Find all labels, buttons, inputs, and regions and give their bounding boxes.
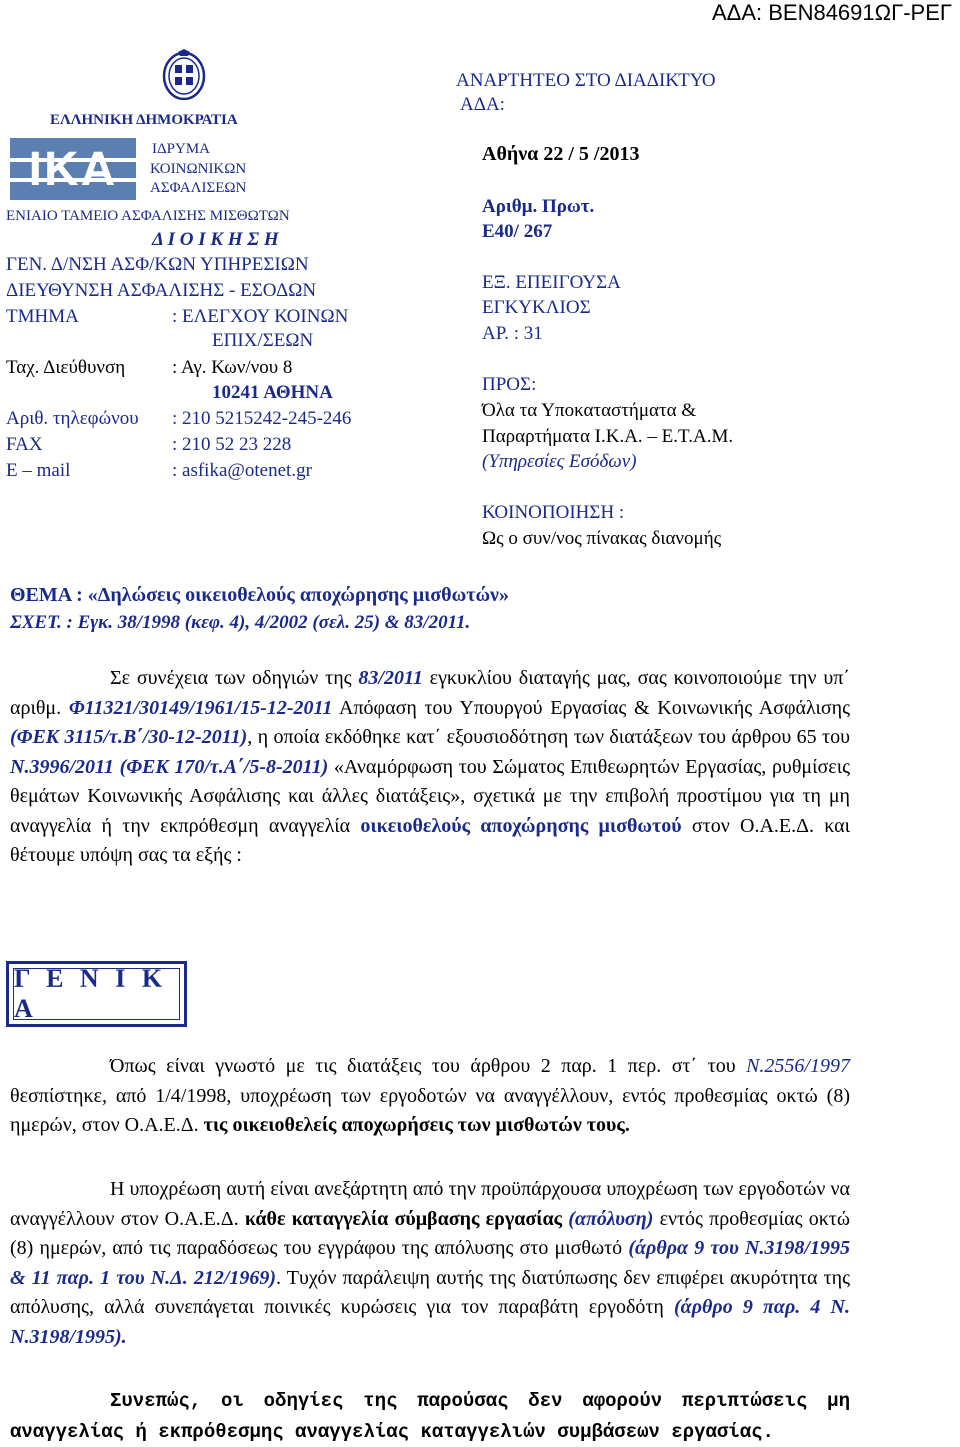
p2-ref-law: Ν.2556/1997 — [746, 1055, 850, 1077]
section-heading: Γ Ε Ν Ι Κ Α — [14, 964, 168, 1023]
tmima-label: ΤΜΗΜΑ — [6, 306, 79, 327]
ada-code: ΑΔΑ: ΒΕΝ84691ΩΓ-ΡΕΓ — [711, 0, 952, 25]
paragraph-3 — [10, 1175, 850, 1352]
paragraph-4 — [10, 1386, 850, 1447]
p3-text-1: Η υποχρέωση αυτή είναι ανεξάρτητη από την προϋπάρχουσα υποχρέωση των εργοδοτών να αναγγέλλουν στον Ο.Α.Ε.Δ. — [10, 1178, 850, 1230]
address-value-2: 10241 ΑΘΗΝΑ — [212, 382, 333, 403]
reference-line: ΣΧΕΤ. : Εγκ. 38/1998 (κεφ. 4), 4/2002 (σελ. 25) & 83/2011. — [10, 612, 471, 633]
ada-label: ΑΔΑ: — [460, 94, 505, 115]
recipients-line-1: Όλα τα Υποκαταστήματα & — [482, 400, 697, 421]
fax-value: : 210 52 23 228 — [172, 434, 292, 455]
idryma-line-1: ΙΔΡΥΜΑ — [152, 141, 210, 157]
p2-bold-term: τις οικειοθελείς αποχωρήσεις των μισθωτών τους. — [203, 1114, 630, 1136]
greek-emblem-icon — [162, 48, 206, 100]
p2-text-2: θεσπίστηκε, από 1/4/1998, υποχρέωση των εργοδοτών να αναγγέλλουν, εντός προθεσμίας οκτώ (8) ημερών, στον Ο.Α.Ε.Δ. — [10, 1084, 850, 1136]
egkyklios-label: ΕΓΚΥΚΛΙΟΣ — [482, 297, 591, 318]
p3-bold-term: κάθε καταγγελία σύμβασης εργασίας — [244, 1207, 563, 1230]
circular-number: ΑΡ. : 31 — [482, 323, 543, 344]
p1-ref-circular: 83/2011 — [358, 667, 423, 689]
section-heading-box — [6, 961, 187, 1027]
p1-text-4: , η οποία εκδόθηκε κατ΄ εξουσιοδότηση των διατάξεων του άρθρου 65 του — [247, 726, 850, 748]
protocol-value: Ε40/ 267 — [482, 221, 553, 242]
p3-ref-dismissal: (απόλυση) — [562, 1207, 654, 1230]
p3-text-2: εντός προθεσμίας οκτώ (8) ημερών, από τις παραδόσεως του εγγράφου της απόλυσης στο μισθωτό — [10, 1207, 850, 1259]
anartitea-label: ΑΝΑΡΤΗΤΕΟ ΣΤΟ ΔΙΑΔΙΚΤΥΟ — [456, 70, 716, 91]
pros-label: ΠΡΟΣ: — [482, 374, 537, 395]
p1-text-5: «Αναμόρφωση του Σώματος Επιθεωρητών Εργασίας, ρυθμίσεις θεμάτων Κοινωνικής Ασφάλισης και άλλες διατάξεις», σχετικά με την επιβολή προστίμου για τη μη αναγγελία ή την εκπρόθεσμη αναγγελία — [10, 755, 850, 837]
fax-label: FAX — [6, 434, 43, 455]
p3-ref-articles: (άρθρα 9 του Ν.3198/1995 & 11 παρ. 1 του Ν.Δ. 212/1969) — [10, 1237, 850, 1289]
koinopoiisi-value: Ως ο συν/νος πίνακας διανομής — [482, 528, 722, 549]
p4-bold-conclusion: Συνεπώς, οι οδηγίες της παρούσας δεν αφορούν περιπτώσεις μη αναγγελίας ή εκπρόθεσμης αναγγελίας καταγγελιών συμβάσεων εργασίας. — [10, 1390, 850, 1443]
eniaio-tameio: ΕΝΙΑΙΟ ΤΑΜΕΙΟ ΑΣΦΑΛΙΣΗΣ ΜΙΣΘΩΤΩΝ — [6, 208, 290, 224]
address-value-1: : Αγ. Κων/νου 8 — [172, 357, 293, 378]
ika-logo-text: IKA — [28, 143, 118, 196]
email-value[interactable]: : asfika@otenet.gr — [172, 460, 312, 481]
p1-ref-decision: Φ11321/30149/1961/15-12-2011 — [68, 696, 333, 719]
idryma-line-3: ΑΣΦΑΛΙΣΕΩΝ — [150, 180, 247, 196]
p3-text-3: . Τυχόν παράλειψη αυτής της διατύπωσης δεν επιφέρει ακυρότητα της απόλυσης, αλλά συνεπάγεται ποινικές κυρώσεις για τον παραβάτη εργοδότη — [10, 1266, 851, 1318]
p3-ref-article-9: (άρθρο 9 παρ. 4 Ν. Ν.3198/1995). — [10, 1296, 850, 1348]
p1-bold-term: οικειοθελούς αποχώρησης μισθωτού — [360, 814, 682, 837]
p1-text-2: εγκυκλίου διαταγής μας, σας κοινοποιούμε την υπ΄ αριθμ. — [10, 667, 850, 719]
tmima-value-2: ΕΠΙΧ/ΣΕΩΝ — [212, 330, 314, 351]
p1-text-1: Σε συνέχεια των οδηγιών της — [110, 667, 359, 689]
p2-text-1: Όπως είναι γνωστό με τις διατάξεις του άρθρου 2 παρ. 1 περ. στ΄ του — [110, 1055, 747, 1077]
paragraph-2 — [10, 1052, 850, 1141]
koinopoiisi-label: ΚΟΙΝΟΠΟΙΗΣΗ : — [482, 502, 625, 523]
idryma-line-2: ΚΟΙΝΩΝΙΚΩΝ — [150, 161, 247, 177]
protocol-label: Αριθμ. Πρωτ. — [482, 196, 595, 217]
urgent-label: ΕΞ. ΕΠΕΙΓΟΥΣΑ — [482, 272, 621, 293]
email-label: E – mail — [6, 460, 71, 481]
tmima-value-1: : ΕΛΕΓΧΟΥ ΚΟΙΝΩΝ — [172, 306, 349, 327]
address-label: Ταχ. Διεύθυνση — [6, 357, 126, 378]
p1-ref-fek: (ΦΕΚ 3115/τ.Β΄/30-12-2011) — [10, 726, 248, 748]
dieythynsi: ΔΙΕΥΘΥΝΣΗ ΑΣΦΑΛΙΣΗΣ - ΕΣΟΔΩΝ — [6, 280, 317, 301]
section-heading-inner — [13, 964, 180, 1023]
ika-logo — [10, 138, 136, 200]
recipients-line-3: (Υπηρεσίες Εσόδων) — [482, 451, 637, 472]
gen-dnsi: ΓΕΝ. Δ/ΝΣΗ ΑΣΦ/ΚΩΝ ΥΠΗΡΕΣΙΩΝ — [6, 254, 309, 275]
p1-text-3: Απόφαση του Υπουργού Εργασίας & Κοινωνικής Ασφάλισης — [332, 696, 850, 719]
republic-label: ΕΛΛΗΝΙΚΗ ΔΗΜΟΚΡΑΤΙΑ — [50, 112, 238, 128]
p1-text-6: στον Ο.Α.Ε.Δ. και θέτουμε υπόψη σας τα εξής : — [10, 814, 850, 866]
paragraph-1 — [10, 664, 850, 871]
dioikisi: Δ Ι Ο Ι Κ Η Σ Η — [152, 229, 279, 250]
phone-label: Αριθ. τηλεφώνου — [6, 408, 139, 429]
subject-line: ΘΕΜΑ : «Δηλώσεις οικειοθελούς αποχώρησης μισθωτών» — [10, 584, 509, 606]
p1-ref-law: Ν.3996/2011 (ΦΕΚ 170/τ.Α΄/5-8-2011) — [10, 755, 329, 778]
phone-value: : 210 5215242-245-246 — [172, 408, 352, 429]
recipients-line-2: Παραρτήματα Ι.Κ.Α. – Ε.Τ.Α.Μ. — [482, 426, 734, 447]
document-date: Αθήνα 22 / 5 /2013 — [482, 143, 640, 165]
